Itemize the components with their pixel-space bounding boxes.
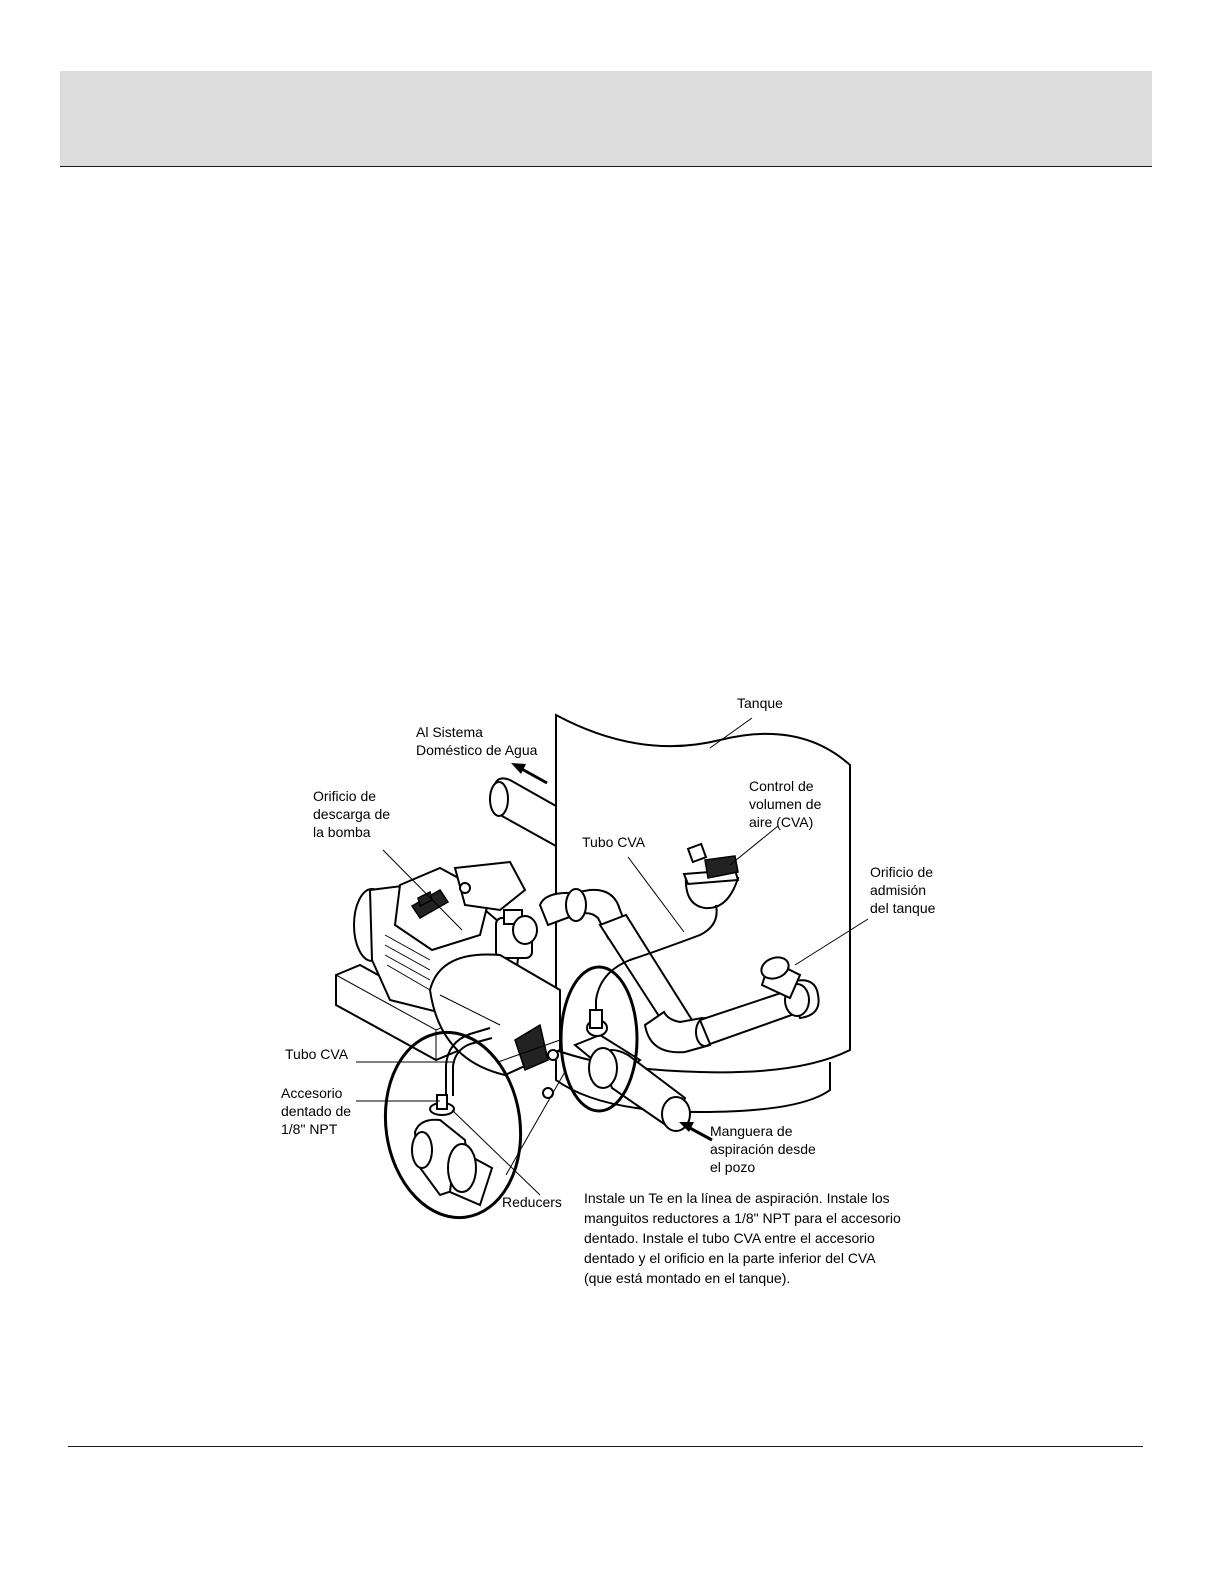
label-cva-control-1: Control de [749, 778, 814, 794]
label-tank-inlet-1: Orificio de [870, 864, 934, 880]
label-cva-tube-left: Tubo CVA [285, 1046, 349, 1062]
instruction-line-2: manguitos reductores a 1/8" NPT para el accesorio [584, 1210, 901, 1226]
label-cva-control-3: aire (CVA) [749, 814, 814, 830]
label-suction-1: Manguera de [710, 1123, 793, 1139]
label-tank-inlet-3: del tanque [870, 900, 936, 916]
instruction-line-3: dentado. Instale el tubo CVA entre el accesorio [584, 1230, 875, 1246]
instruction-note [584, 1190, 901, 1286]
label-tank-inlet-2: admisión [870, 882, 927, 898]
label-tank: Tanque [737, 695, 783, 711]
label-suction-2: aspiración desde [710, 1141, 816, 1157]
discharge-pipe [490, 778, 556, 846]
label-suction-3: el pozo [710, 1159, 756, 1175]
label-discharge-3: la bomba [313, 824, 371, 840]
label-cva-control-2: volumen de [749, 796, 822, 812]
instruction-line-4: dentado y el orificio en la parte inferior del CVA [584, 1250, 876, 1266]
pump [336, 850, 560, 1098]
label-to-system-2: Doméstico de Agua [416, 742, 538, 758]
label-to-system-1: Al Sistema [416, 724, 483, 740]
label-reducers: Reducers [502, 1194, 562, 1210]
instruction-line-5: (que está montado en el tanque). [584, 1270, 791, 1286]
instruction-line-1: Instale un Te en la línea de aspiración. Instale los [584, 1190, 890, 1206]
suction-arrow [679, 1122, 712, 1140]
label-fitting-3: 1/8" NPT [281, 1121, 338, 1137]
label-fitting-1: Accesorio [281, 1085, 343, 1101]
label-fitting-2: dentado de [281, 1103, 352, 1119]
label-discharge-2: descarga de [313, 806, 391, 822]
label-discharge-1: Orificio de [313, 788, 377, 804]
to-system-arrow [511, 763, 547, 783]
label-cva-tube-top: Tubo CVA [582, 834, 646, 850]
footer-rule [68, 1446, 1143, 1447]
